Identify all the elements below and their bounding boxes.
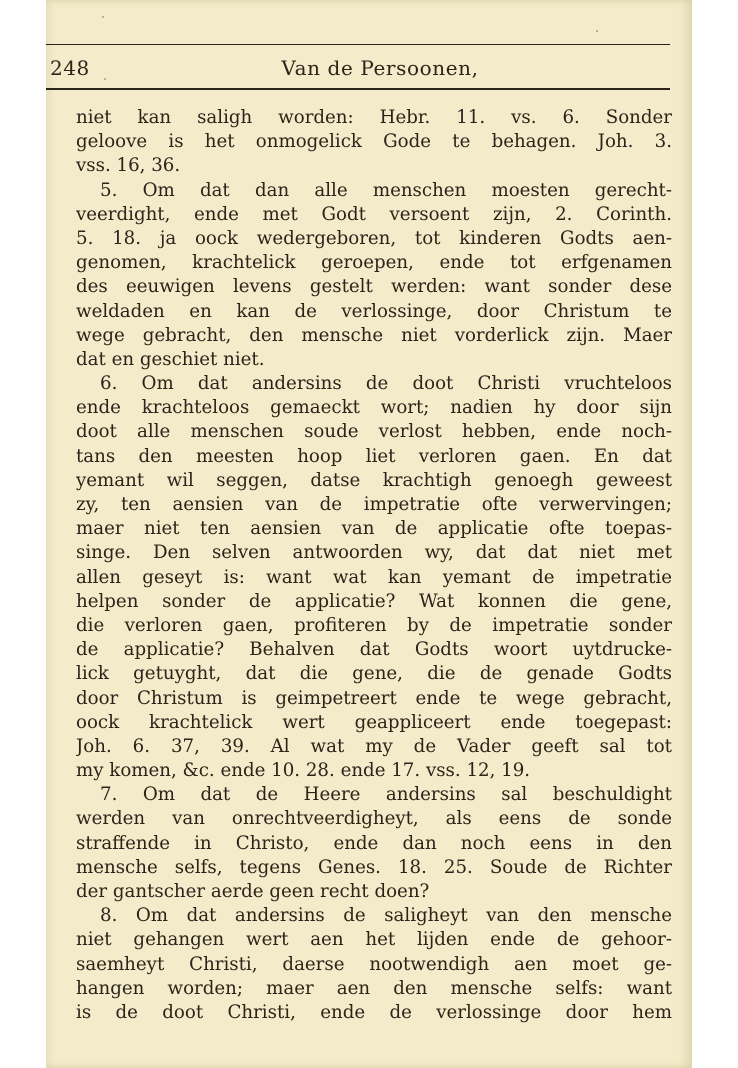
paper-speck [596,30,598,32]
page-number: 248 [50,56,90,80]
text-line: weldaden en kan de verlossinge, door Christum te [76,300,672,322]
text-line: hangen worden; maer aen den mensche selfs: want [76,977,672,999]
header-rule-bottom [46,88,670,90]
text-line: doot alle menschen soude verlost hebben, ende noch- [76,421,672,443]
text-line: zy, ten aensien van de impetratie ofte verwervingen; [76,494,672,515]
text-line: werden van onrechtveerdigheyt, als eens de sonde [76,808,672,830]
running-title: Van de Persoonen, [281,56,479,80]
text-line: oock krachtelick wert geappliceert ende toegepast: [76,711,672,733]
text-line: door Christum is geimpetreert ende te wege gebracht, [76,687,672,709]
text-line: des eeuwigen levens gestelt werden: want sonder dese [76,276,672,298]
paragraph-first-line: 8. Om dat andersins de saligheyt van den mensche [100,905,672,927]
text-line: die verloren gaen, profiteren by de impetratie sonder [76,614,672,636]
text-line: ende krachteloos gemaeckt wort; nadien hy door sijn [76,397,672,419]
paper-speck [102,16,104,18]
text-line: veerdight, ende met Godt versoent zijn, 2. Corinth. [76,203,672,225]
text-line: der gantscher aerde geen recht doen? [76,881,430,902]
text-line: niet gehangen wert aen het lijden ende de gehoor- [76,929,672,951]
text-line: saemheyt Christi, daerse nootwendigh aen moet ge- [76,953,672,975]
text-line: yemant wil seggen, datse krachtigh genoegh geweest [76,469,672,491]
paragraph-first-line: 7. Om dat de Heere andersins sal beschuldight [100,784,672,806]
text-line: de applicatie? Behalven dat Godts woort uytdrucke- [76,639,672,661]
text-line: my komen, &c. ende 10. 28. ende 17. vss. 12, 19. [76,760,531,782]
text-line: dat en geschiet niet. [76,348,265,370]
header-rule-top [46,44,670,45]
text-line: mensche selfs, tegens Genes. 18. 25. Soude de Richter [76,856,672,878]
text-line: geloove is het onmogelick Gode te behagen. Joh. 3. [76,131,672,153]
text-line: helpen sonder de applicatie? Wat konnen die gene, [76,590,672,612]
text-line: Joh. 6. 37, 39. Al wat my de Vader geeft sal tot [76,735,672,757]
paper-speck [104,78,106,80]
text-line: allen geseyt is: want wat kan yemant de impetratie [76,566,672,588]
text-line: tans den meesten hoop liet verloren gaen. En dat [76,445,672,467]
paragraph-first-line: 6. Om dat andersins de doot Christi vruchteloos [100,373,672,395]
text-line: is de doot Christi, ende de verlossinge door hem [76,1001,672,1023]
text-line: singe. Den selven antwoorden wy, dat dat niet met [76,542,672,564]
text-line: genomen, krachtelick geroepen, ende tot erfgenamen [76,252,672,274]
text-line: lick getuyght, dat die gene, die de genade Godts [76,663,672,685]
text-line: vss. 16, 36. [76,155,181,177]
paragraph-first-line: 5. Om dat dan alle menschen moesten gerecht- [100,179,672,201]
text-line: niet kan saligh worden: Hebr. 11. vs. 6. Sonder [76,107,672,128]
text-line: maer niet ten aensien van de applicatie ofte toepas- [76,518,672,540]
text-line: 5. 18. ja oock wedergeboren, tot kinderen Godts aen- [76,227,672,249]
text-line: wege gebracht, den mensche niet vorderlick zijn. Maer [76,324,672,346]
text-line: straffende in Christo, ende dan noch eens in den [76,832,672,854]
body-text [76,106,672,1025]
